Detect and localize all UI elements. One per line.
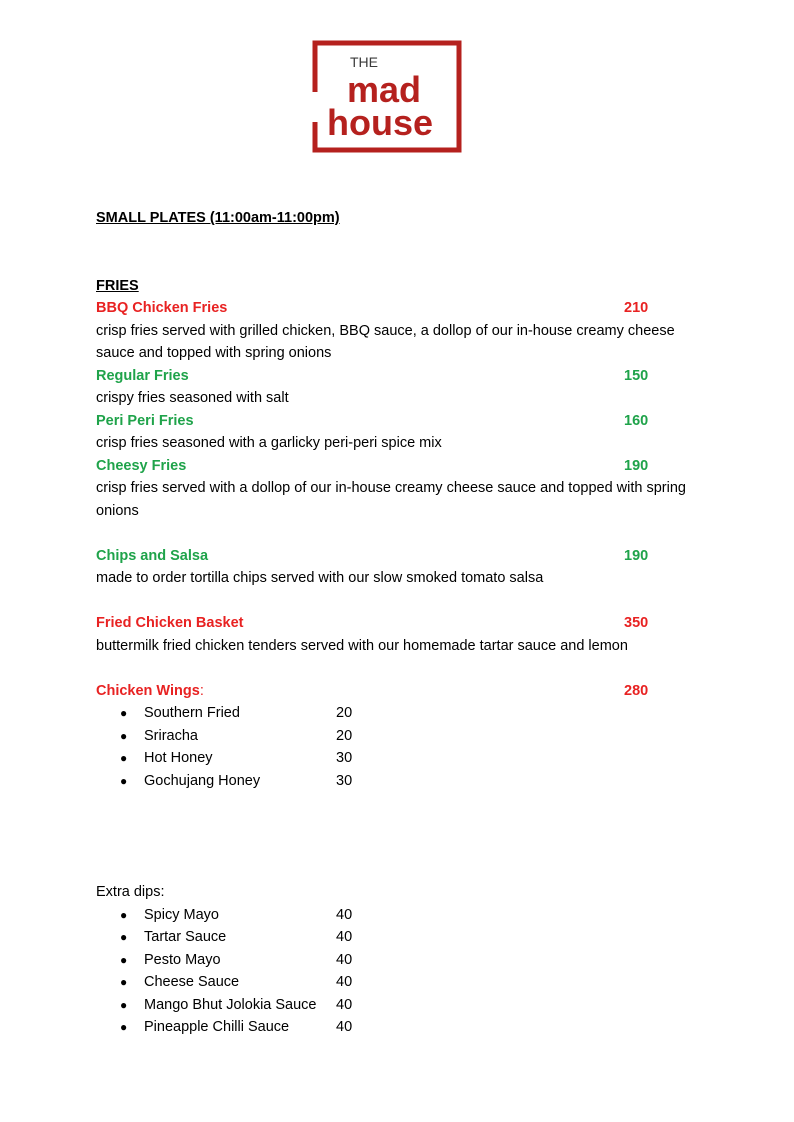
- item-price: 350: [624, 615, 649, 631]
- option-price: 40: [336, 929, 353, 945]
- bullet-icon: ●: [120, 907, 128, 922]
- fried-chicken-item: [96, 612, 716, 657]
- fries-item: [96, 455, 716, 523]
- bullet-icon: ●: [120, 773, 128, 788]
- item-price: 210: [624, 300, 649, 316]
- item-name: Fried Chicken Basket: [96, 615, 244, 631]
- svg-text:mad: mad: [347, 69, 422, 110]
- list-item: [96, 770, 716, 793]
- option-price: 40: [336, 951, 353, 968]
- option-name: Spicy Mayo: [144, 906, 219, 923]
- option-name: Hot Honey: [144, 750, 213, 766]
- item-price: 280: [624, 682, 649, 699]
- option-name: Gochujang Honey: [144, 772, 261, 789]
- bullet-icon: ●: [120, 997, 128, 1012]
- list-item: [96, 926, 716, 949]
- list-item: [96, 1016, 716, 1039]
- bullet-icon: ●: [120, 952, 128, 967]
- fries-heading: FRIES: [96, 277, 139, 294]
- item-name: BBQ Chicken Fries: [96, 300, 228, 316]
- option-name: Tartar Sauce: [144, 929, 227, 945]
- option-price: 40: [336, 974, 353, 990]
- item-price: 160: [624, 412, 649, 429]
- item-description: crisp fries seasoned with a garlicky peri-peri spice mix: [96, 435, 442, 451]
- option-price: 40: [336, 996, 353, 1013]
- option-price: 40: [336, 906, 353, 923]
- svg-text:house: house: [327, 102, 434, 143]
- list-item: [96, 904, 716, 927]
- section-title: SMALL PLATES (11:00am-11:00pm): [96, 210, 340, 226]
- menu-page: [96, 207, 716, 1039]
- item-name: Peri Peri Fries: [96, 412, 194, 429]
- option-price: 30: [336, 772, 353, 789]
- chips-salsa-item: [96, 545, 716, 590]
- option-name: Mango Bhut Jolokia Sauce: [144, 996, 317, 1013]
- item-description: crisp fries served with a dollop of our in-house creamy cheese sauce and topped with spring onions: [96, 480, 686, 519]
- list-item: [96, 747, 716, 770]
- chicken-wings-item: [96, 680, 716, 793]
- list-item: [96, 725, 716, 748]
- bullet-icon: ●: [120, 1020, 128, 1034]
- option-price: 30: [336, 750, 353, 766]
- wings-options-list: [96, 702, 716, 792]
- list-item: [96, 949, 716, 972]
- item-name: Chicken Wings: [96, 682, 200, 699]
- extra-dips-label: Extra dips:: [96, 884, 165, 900]
- option-name: Sriracha: [144, 727, 198, 744]
- bullet-icon: ●: [120, 930, 128, 944]
- item-description: buttermilk fried chicken tenders served with our homemade tartar sauce and lemon: [96, 637, 628, 654]
- item-price: 190: [624, 547, 649, 564]
- bullet-icon: ●: [120, 975, 128, 989]
- option-price: 20: [336, 727, 353, 744]
- option-price: 20: [336, 705, 353, 721]
- bullet-icon: ●: [120, 728, 128, 743]
- madhouse-logo: [312, 40, 462, 153]
- option-name: Southern Fried: [144, 705, 240, 721]
- item-name: Cheesy Fries: [96, 457, 187, 474]
- item-name: Regular Fries: [96, 367, 189, 384]
- dips-options-list: [96, 904, 716, 1039]
- item-description: crispy fries seasoned with salt: [96, 390, 289, 406]
- option-name: Cheese Sauce: [144, 974, 240, 990]
- bullet-icon: ●: [120, 751, 128, 765]
- item-price: 190: [624, 457, 649, 474]
- item-name: Chips and Salsa: [96, 547, 209, 564]
- option-name: Pesto Mayo: [144, 951, 221, 968]
- item-price: 150: [624, 367, 649, 384]
- option-name: Pineapple Chilli Sauce: [144, 1019, 290, 1035]
- list-item: [96, 702, 716, 725]
- item-description: made to order tortilla chips served with our slow smoked tomato salsa: [96, 570, 544, 586]
- list-item: [96, 994, 716, 1017]
- fries-item: [96, 297, 716, 365]
- extra-dips: [96, 881, 716, 1039]
- item-colon: :: [199, 682, 204, 699]
- list-item: [96, 971, 716, 994]
- item-description: crisp fries served with grilled chicken, BBQ sauce, a dollop of our in-house creamy cheese sauce and topped with spring onions: [96, 322, 675, 361]
- fries-item: [96, 365, 716, 410]
- fries-item: [96, 410, 716, 455]
- svg-text:THE: THE: [350, 54, 378, 70]
- option-price: 40: [336, 1019, 353, 1035]
- bullet-icon: ●: [120, 706, 128, 720]
